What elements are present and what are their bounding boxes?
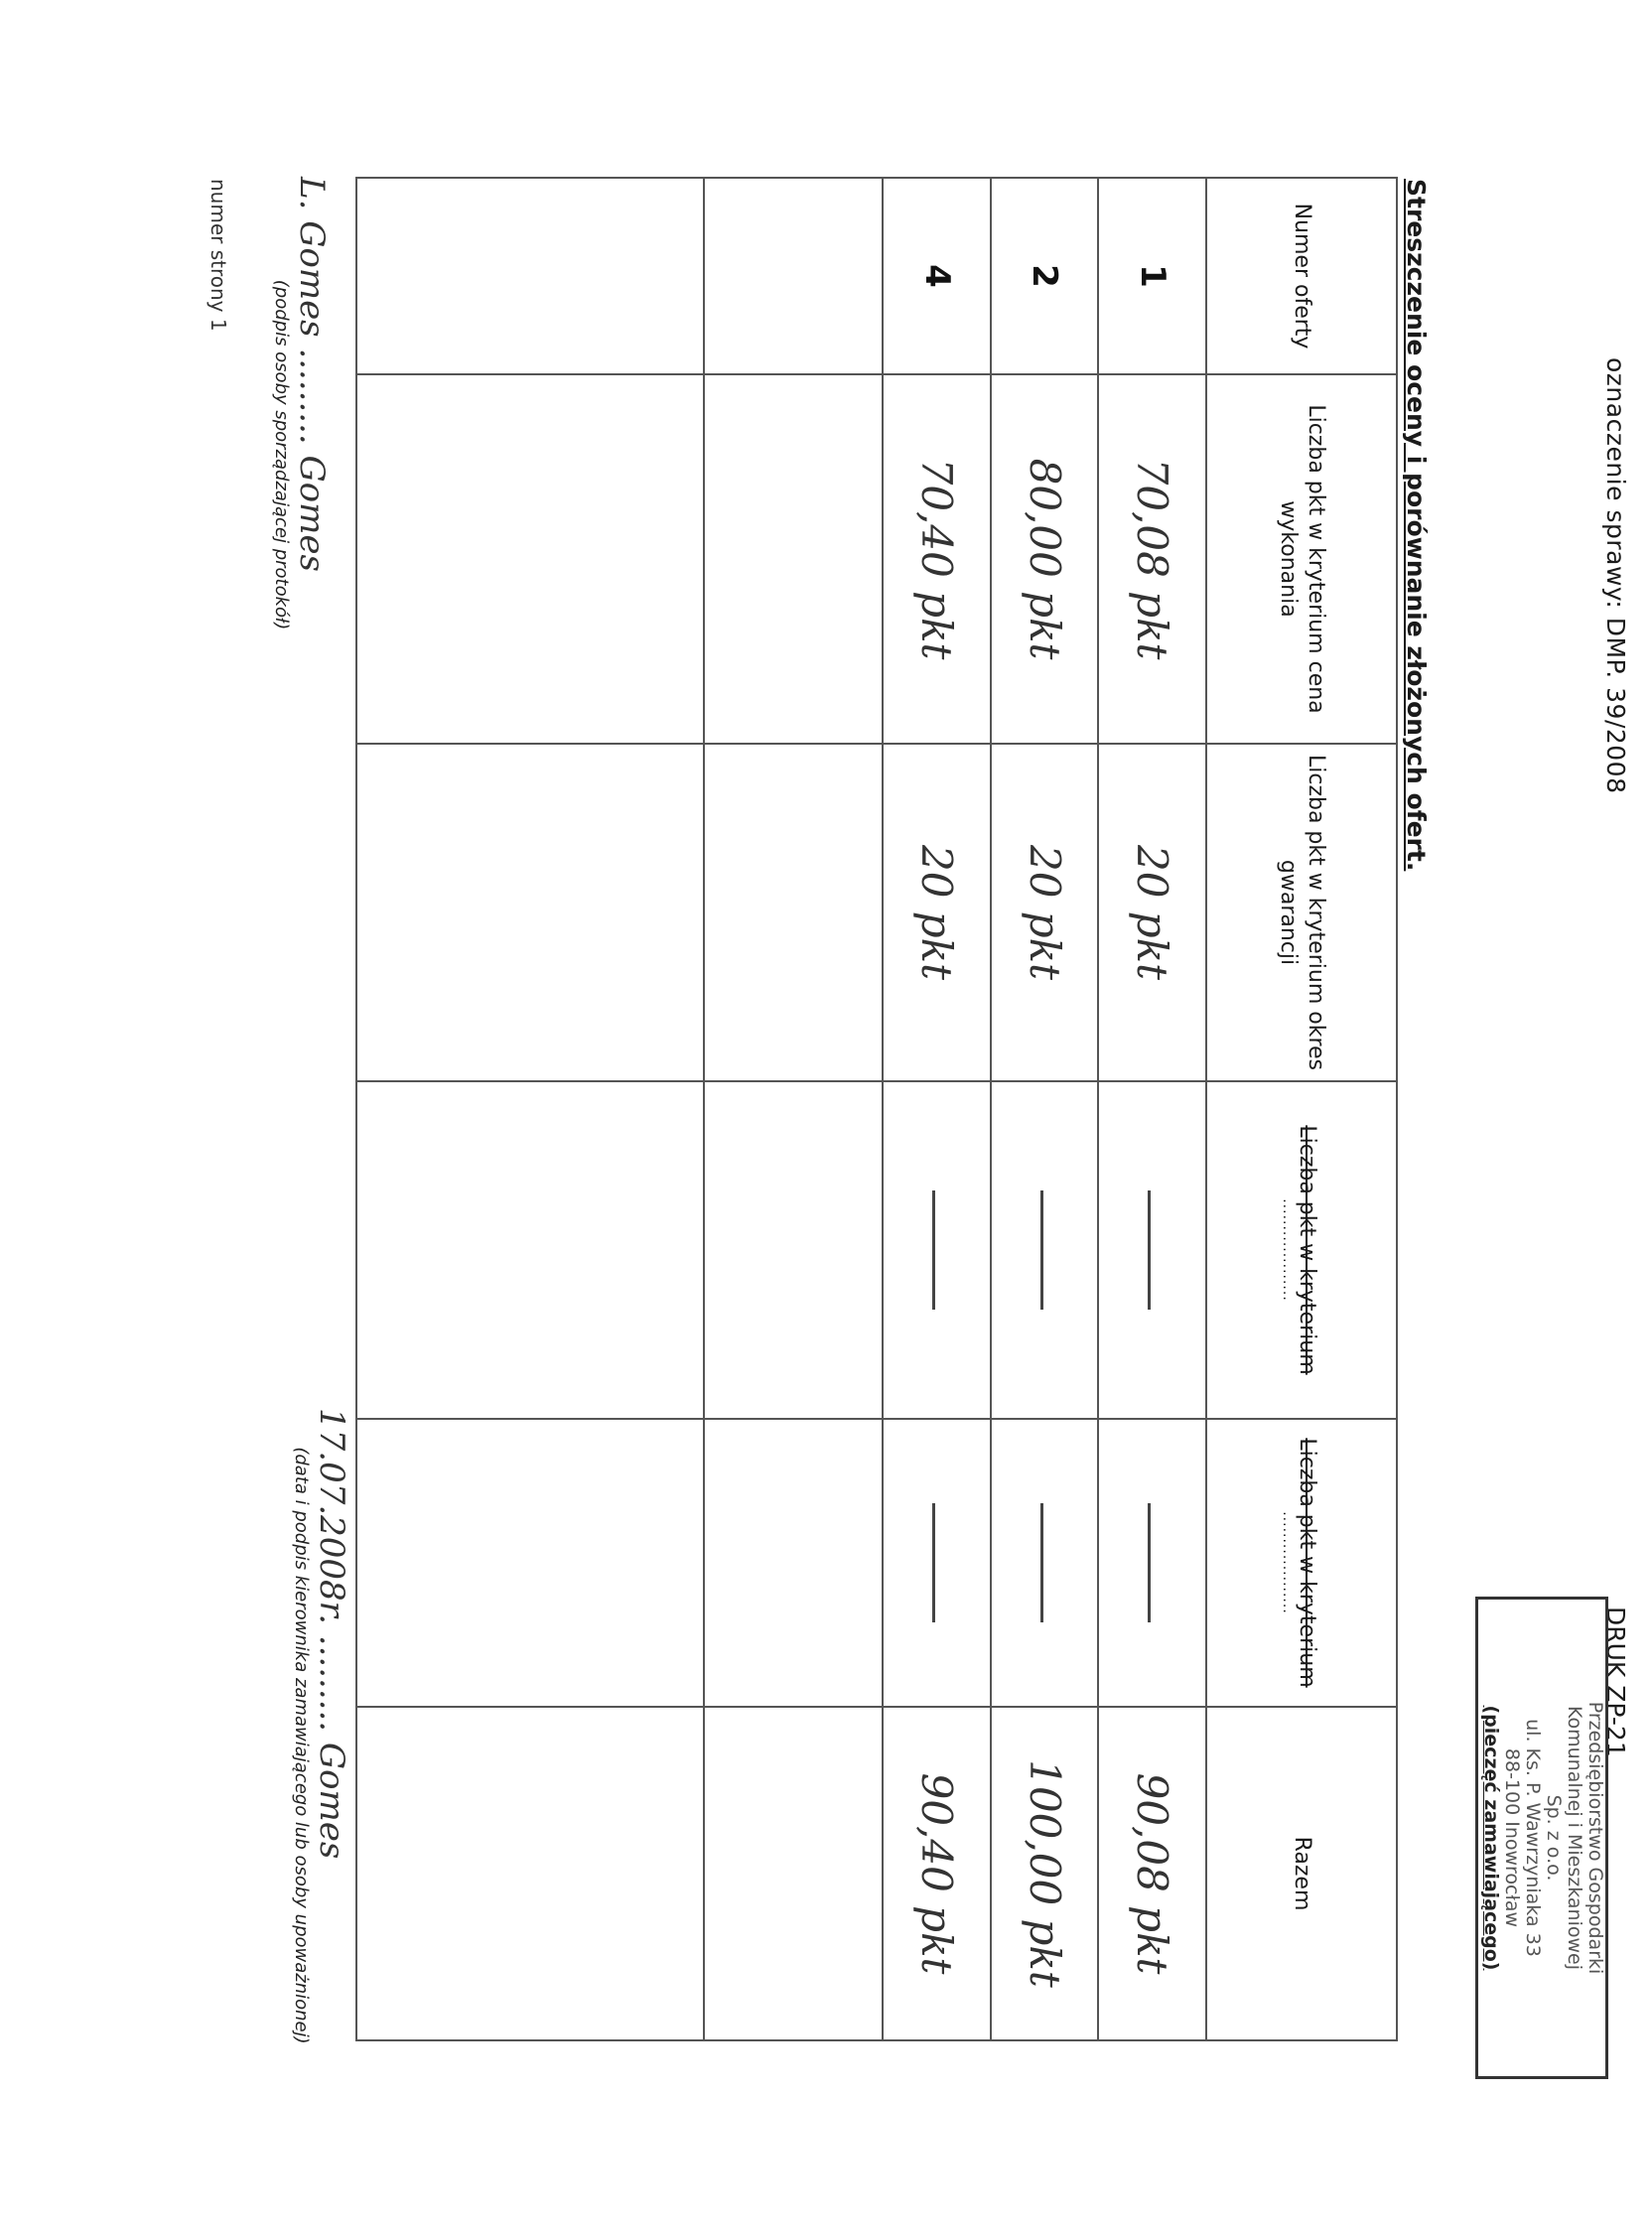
header-total: Razem xyxy=(1206,1707,1397,2040)
table-header-row xyxy=(1206,178,1397,2040)
stamp-line: Sp. z o.o. xyxy=(1543,1794,1565,1882)
empty-cell xyxy=(704,1707,884,2040)
stamp-label: (pieczęć zamawiającego) xyxy=(1480,1705,1502,1971)
stamp-line: Przedsiębiorstwo Gospodarki xyxy=(1584,1701,1606,1975)
page-number: numer strony 1 xyxy=(206,179,230,332)
empty-cell xyxy=(704,744,884,1081)
stamp-line: 88-100 Inowrocław xyxy=(1501,1747,1523,1928)
warranty-points: 20 pkt xyxy=(991,744,1099,1081)
manager-signature-block xyxy=(290,1408,351,2083)
warranty-points: 20 pkt xyxy=(1099,744,1207,1081)
dash-mark xyxy=(1148,1190,1151,1310)
empty-cell xyxy=(356,1081,704,1419)
price-points: 70,40 pkt xyxy=(884,374,992,744)
header-warranty-criterion: Liczba pkt w kryterium okres gwarancji xyxy=(1206,744,1397,1081)
empty-cell xyxy=(356,744,704,1081)
empty-cell xyxy=(704,374,884,744)
criterion-4-blank: ................... xyxy=(1280,1511,1296,1614)
manager-signature: 17.07.2008r. ......... Gomes xyxy=(312,1408,351,1860)
dash-mark xyxy=(1040,1503,1043,1622)
header-criterion-3 xyxy=(1206,1081,1397,1419)
price-points: 80,00 pkt xyxy=(991,374,1099,744)
case-number: oznaczenie sprawy: DMP. 39/2008 xyxy=(1601,357,1630,794)
empty-cell xyxy=(704,178,884,374)
empty-cell xyxy=(356,1707,704,2040)
empty-cell xyxy=(356,1419,704,1707)
empty-cell xyxy=(356,374,704,744)
stamp-line: ul. Ks. P. Wawrzyniaka 33 xyxy=(1522,1719,1544,1957)
table-row-empty xyxy=(704,178,884,2040)
criterion-4-label: Liczba pkt w kryterium xyxy=(1295,1438,1319,1688)
table-title: Streszczenie oceny i porównanie złożonych ofert. xyxy=(1402,179,1431,872)
offer-number: 4 xyxy=(884,178,992,374)
table-row xyxy=(1099,178,1207,2040)
header-price-criterion: Liczba pkt w kryterium cena wykonania xyxy=(1206,374,1397,744)
criterion-4-points xyxy=(1099,1419,1207,1707)
table-row xyxy=(991,178,1099,2040)
criterion-4-points xyxy=(991,1419,1099,1707)
preparer-caption: (podpis osoby sporządzającej protokół) xyxy=(271,279,292,630)
criterion-3-points xyxy=(1099,1081,1207,1419)
total-points: 90,08 pkt xyxy=(1099,1707,1207,2040)
criterion-3-points xyxy=(991,1081,1099,1419)
table-row-empty xyxy=(356,178,704,2040)
dash-mark xyxy=(1040,1190,1043,1310)
total-points: 90,40 pkt xyxy=(884,1707,992,2040)
dash-mark xyxy=(932,1190,935,1310)
criterion-3-label: Liczba pkt w kryterium xyxy=(1295,1125,1319,1375)
preparer-signature-block xyxy=(270,177,332,733)
header-criterion-4 xyxy=(1206,1419,1397,1707)
manager-caption: (data i podpis kierownika zamawiającego lub osoby upoważnionej) xyxy=(291,1447,312,2044)
stamp-line: Komunalnej i Mieszkaniowej xyxy=(1564,1705,1585,1971)
offer-number: 1 xyxy=(1099,178,1207,374)
table-row xyxy=(884,178,992,2040)
header-offer-number: Numer oferty xyxy=(1206,178,1397,374)
dash-mark xyxy=(1148,1503,1151,1622)
preparer-signature: L. Gomes ......... Gomes xyxy=(292,177,332,572)
offer-number: 2 xyxy=(991,178,1099,374)
total-points: 100,00 pkt xyxy=(991,1707,1099,2040)
criterion-3-points xyxy=(884,1081,992,1419)
criterion-4-points xyxy=(884,1419,992,1707)
warranty-points: 20 pkt xyxy=(884,744,992,1081)
criterion-3-blank: ................... xyxy=(1280,1198,1296,1302)
empty-cell xyxy=(704,1081,884,1419)
empty-cell xyxy=(704,1419,884,1707)
empty-cell xyxy=(356,178,704,374)
price-points: 70,08 pkt xyxy=(1099,374,1207,744)
form-code: DRUK ZP-21 xyxy=(1601,1606,1630,1757)
company-stamp xyxy=(1475,1597,1608,2079)
evaluation-table xyxy=(355,177,1398,2041)
dash-mark xyxy=(932,1503,935,1622)
